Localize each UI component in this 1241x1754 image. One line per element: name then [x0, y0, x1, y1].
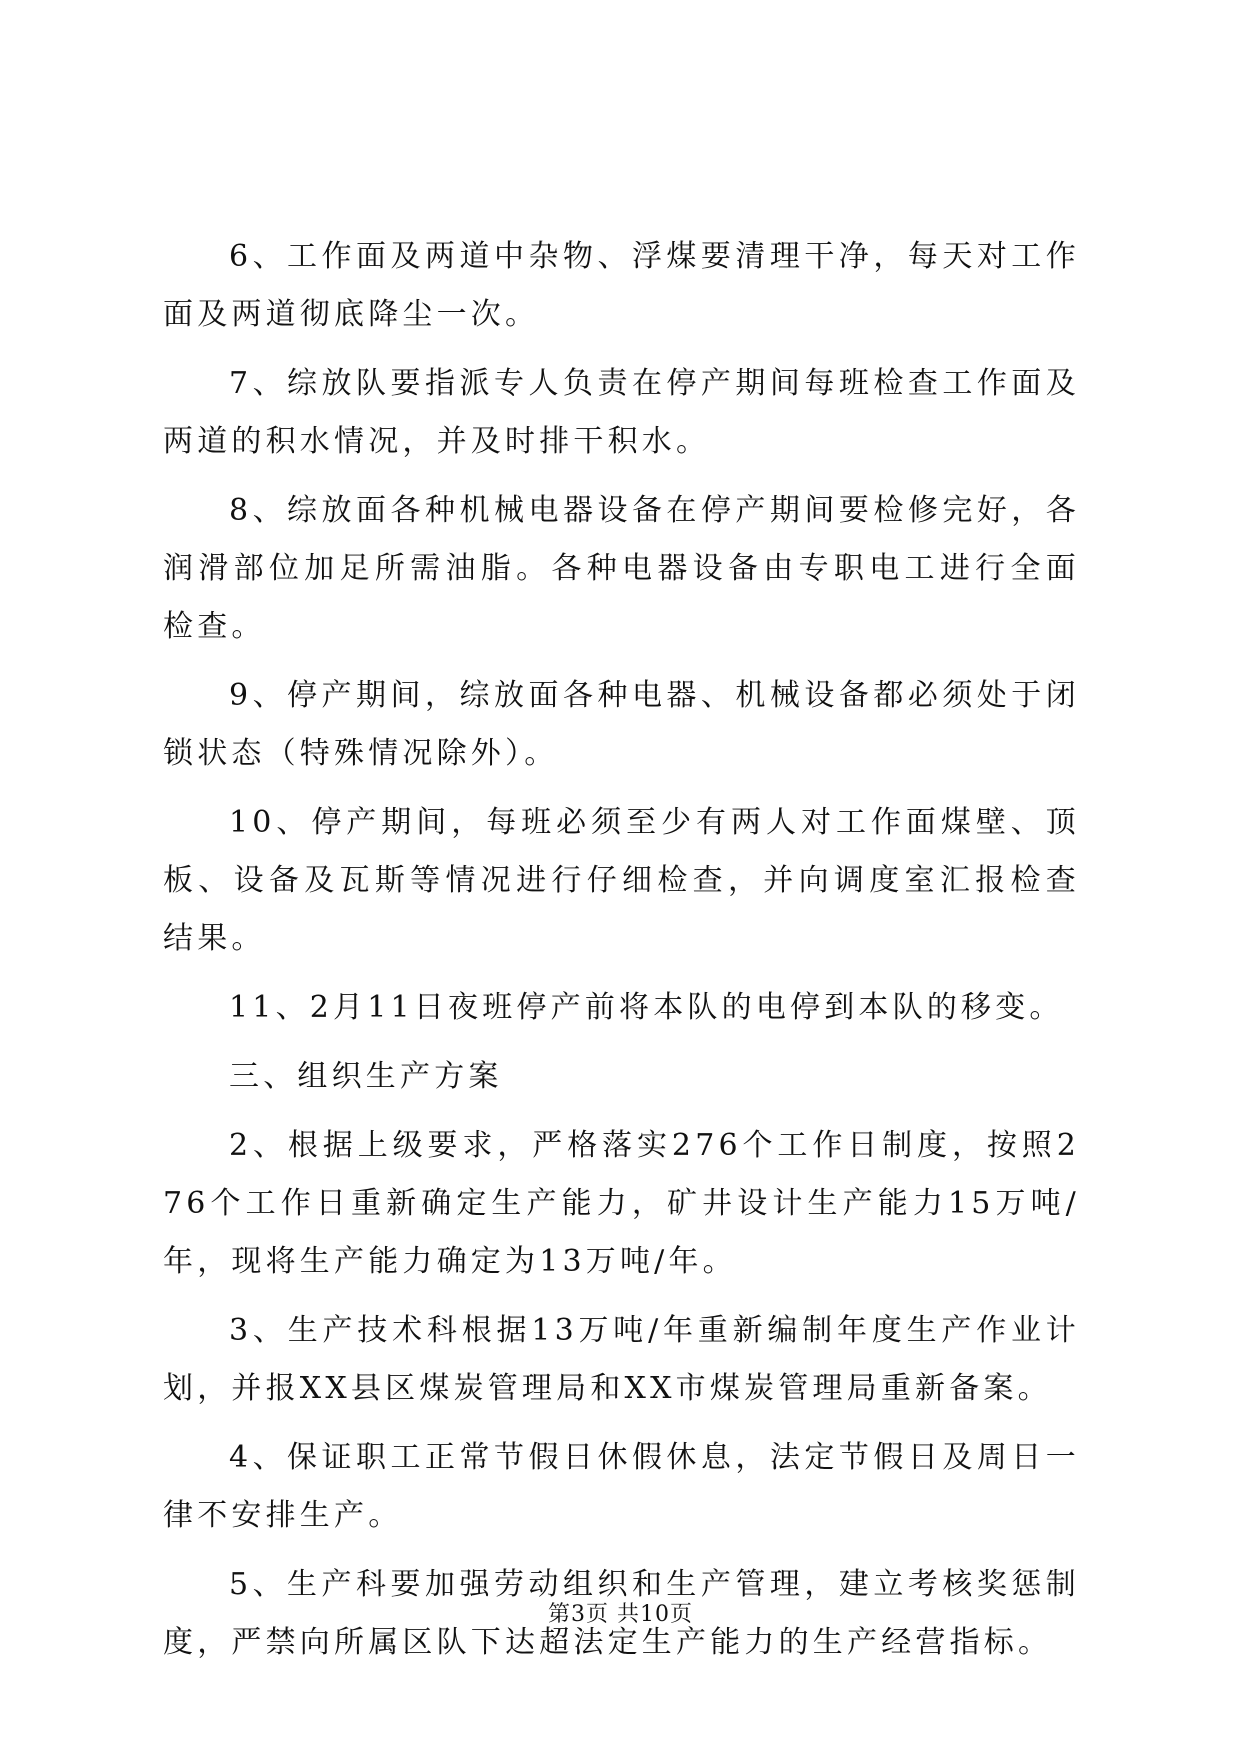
paragraph-item-2: 2、根据上级要求，严格落实276个工作日制度，按照276个工作日重新确定生产能力，矿井设计生产能力15万吨/年，现将生产能力确定为13万吨/年。	[163, 1128, 1080, 1279]
page-footer	[0, 1600, 1241, 1630]
paragraph-item-10: 10、停产期间，每班必须至少有两人对工作面煤壁、顶板、设备及瓦斯等情况进行仔细检查，并向调度室汇报检查结果。	[163, 805, 1080, 956]
page-number-label: 第3页 共10页	[548, 1602, 693, 1627]
paragraph-item-5: 5、生产科要加强劳动组织和生产管理，建立考核奖惩制度，严禁向所属区队下达超法定生产能力的生产经营指标。	[163, 1567, 1080, 1660]
paragraph-item-7: 7、综放队要指派专人负责在停产期间每班检查工作面及两道的积水情况，并及时排干积水。	[163, 366, 1080, 459]
paragraph-item-3: 3、生产技术科根据13万吨/年重新编制年度生产作业计划，并报XX县区煤炭管理局和XX市煤炭管理局重新备案。	[163, 1313, 1080, 1406]
paragraph-item-11: 11、2月11日夜班停产前将本队的电停到本队的移变。	[229, 990, 1064, 1025]
paragraph-item-9: 9、停产期间，综放面各种电器、机械设备都必须处于闭锁状态（特殊情况除外）。	[163, 678, 1080, 771]
section-heading: 三、组织生产方案	[229, 1059, 503, 1094]
paragraph-item-8: 8、综放面各种机械电器设备在停产期间要检修完好，各润滑部位加足所需油脂。各种电器设备由专职电工进行全面检查。	[163, 493, 1080, 644]
document-body	[163, 228, 1080, 1683]
paragraph-item-6: 6、工作面及两道中杂物、浮煤要清理干净，每天对工作面及两道彻底降尘一次。	[163, 239, 1080, 332]
paragraph-item-4: 4、保证职工正常节假日休假休息，法定节假日及周日一律不安排生产。	[163, 1440, 1080, 1533]
